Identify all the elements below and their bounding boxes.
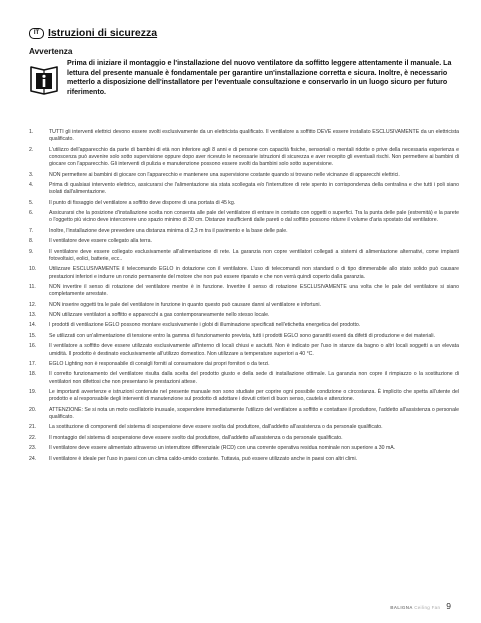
safety-list	[29, 129, 459, 466]
list-item-number: 8.	[29, 238, 34, 245]
list-item-number: 4.	[29, 182, 34, 189]
list-item	[29, 182, 459, 197]
list-item	[29, 407, 459, 422]
list-item	[29, 435, 459, 442]
list-item-text: Prima di qualsiasi intervento elettrico, assicurarsi che l'alimentazione sia stata scollegata e/o l'interruttore di rete spento in corrispondenza della centralina e che tutti i poli siano isolati dall'alimentazione.	[49, 182, 459, 196]
list-item-text: Il corretto funzionamento del ventilatore risulta dalla scelta del prodotto giusto e della sede di installazione ottimale. La garanzia non copre il rimpiazzo o la sostituzione di ventilatori non difettosi che non presentano le prestazioni attese.	[49, 371, 459, 385]
list-item-number: 2.	[29, 146, 34, 153]
list-item-text: Assicurarsi che la posizione d'installazione scelta non consenta alle pale del ventilatore di entrare in contatto con oggetti o superfici. Tra la punta delle pale (estremità) e la parete o l'oggetto più vicino deve intercorrere uno spazio minimo di 30 cm. Distanze insufficienti dalle pareti o dal soffitto possono ridurre il volume d'aria spostato dal ventilatore.	[49, 210, 459, 224]
list-item-number: 15.	[29, 332, 37, 339]
list-item-text: Utilizzare ESCLUSIVAMENTE il telecomando EGLO in dotazione con il ventilatore. L'uso di telecomandi non standard o di tipo dimmerabile allo stato solido può causare prestazioni inferiori e indurre un ronzio permanente del motore che non può essere riparato e che non verrà quindi coperto dalla garanzia.	[49, 266, 459, 280]
warning-block	[29, 59, 459, 97]
page-number: 9	[446, 601, 451, 611]
list-item-text: Il ventilatore è ideale per l'uso in paesi con un clima caldo-umido costante. Tuttavia, può essere utilizzato anche in paesi con altri climi.	[49, 455, 358, 462]
list-item-number: 5.	[29, 199, 34, 206]
warning-text: Prima di iniziare il montaggio e l'installazione del nuovo ventilatore da soffitto leggere attentamente il manuale. La lettura del presente manuale è fondamentale per garantire un'installazione corretta e sicura. Inoltre, è necessario metterlo a disposizione dell'installatore per l'eventuale consultazione e conservarlo in un luogo sicuro per futuro riferimento.	[67, 59, 452, 96]
list-item	[29, 445, 459, 452]
list-item-number: 11.	[29, 283, 36, 290]
list-item-number: 17.	[29, 360, 37, 367]
list-item-text: I prodotti di ventilazione EGLO possono montare esclusivamente i globi di illuminazione specificati nell'etichetta energetica del prodotto.	[49, 322, 361, 329]
list-item-text: EGLO Lighting non è responsabile di consigli forniti al consumatore dai propri fornitori o da terzi.	[49, 360, 270, 367]
list-item	[29, 424, 459, 431]
list-item	[29, 371, 459, 386]
list-item	[29, 312, 459, 319]
brand-subtitle: Ceiling Fan	[414, 605, 441, 610]
list-item	[29, 172, 459, 179]
list-item	[29, 302, 459, 309]
list-item-number: 14.	[29, 322, 37, 329]
list-item-text: NON utilizzare ventilatori a soffitto e apparecchi a gas contemporaneamente nello stesso locale.	[49, 312, 270, 319]
list-item-number: 19.	[29, 389, 37, 395]
list-item	[29, 322, 459, 329]
list-item-number: 16.	[29, 343, 37, 350]
list-item-text: Il ventilatore deve essere collegato alla terra.	[49, 238, 152, 245]
list-item	[29, 210, 459, 225]
list-item-text: TUTTI gli interventi elettrici devono essere svolti esclusivamente da un elettricista qualificato. Il ventilatore a soffitto DEVE essere installato ESCLUSIVAMENTE da un elettricista qualificato.	[49, 129, 459, 143]
list-item-number: 12.	[29, 301, 37, 308]
section-heading: Avvertenza	[29, 47, 73, 56]
list-item	[29, 343, 459, 358]
list-item-number: 21.	[29, 424, 37, 431]
brand-name	[390, 605, 440, 610]
list-item-text: L'utilizzo dell'apparecchio da parte di bambini di età non inferiore agli 8 anni e di persone con capacità fisiche, sensoriali o mentali ridotte o prive della necessaria esperienza e conoscenza può avvenire solo sotto supervisione oppure dopo aver ricevuto le necessarie istruzioni di sicurezza e aver recepito gli eventuali rischi. Non permettere ai bambini di giocare con l'apparecchio. Gli interventi di pulizia e manutenzione possono essere svolti da bambini solo sotto supervisione.	[49, 146, 459, 168]
list-item-number: 1.	[29, 129, 34, 135]
list-item	[29, 228, 459, 235]
list-item-text: Se utilizzati con un'alimentazione di tensione entro la gamma di funzionamento prevista, tutti i prodotti EGLO sono garantiti esenti da difetti di produzione e dei materiali.	[49, 332, 435, 339]
brand-label: BALIGNA	[390, 605, 413, 610]
list-item-number: 23.	[29, 445, 37, 452]
list-item-text: Il ventilatore a soffitto deve essere utilizzato esclusivamente all'interno di locali chiusi e asciutti. Non è indicato per l'uso in stanze da bagno o altri locali soggetti a un elevata umidità. Il prodotto è destinato esclusivamente all'utilizzo domestico. Non utilizzare a temperature superiori a 40 °C.	[49, 343, 459, 357]
title-text: Istruzioni di sicurezza	[48, 27, 158, 39]
list-item-number: 9.	[29, 248, 34, 255]
list-item-number: 24.	[29, 455, 37, 462]
list-item-text: NON invertire il senso di rotazione del ventilatore mentre è in funzione. Invertire il senso di rotazione ESCLUSIVAMENTE una volta che le pale del ventilatore si siano completamente arrestate.	[49, 283, 459, 298]
list-item-text: Il ventilatore deve essere alimentato attraverso un interruttore differenziale (RCD) con una corrente operativa residua nominale non superiore a 30 mA.	[49, 445, 396, 452]
list-item-text: Il punto di fissaggio del ventilatore a soffitto deve disporre di una portata di 45 kg.	[49, 199, 236, 206]
list-item	[29, 361, 459, 368]
page-footer	[390, 601, 451, 611]
list-item-number: 6.	[29, 210, 34, 217]
list-item-text: Inoltre, l'installazione deve prevedere una distanza minima di 2,3 m tra il pavimento e la base delle pale.	[49, 227, 288, 234]
list-item	[29, 456, 459, 463]
list-item-number: 3.	[29, 171, 34, 178]
list-item-number: 22.	[29, 434, 37, 441]
language-badge: IT	[29, 28, 44, 39]
list-item	[29, 200, 459, 207]
list-item-text: NON inserire oggetti tra le pale del ventilatore in funzione in quanto questo può causare danni al ventilatore e infortuni.	[49, 301, 321, 308]
list-item-text: NON permettere ai bambini di giocare con l'apparecchio e mantenere una supervisione costante quando si trovano nelle vicinanze di apparecchi elettrici.	[49, 171, 400, 178]
list-item	[29, 238, 459, 245]
list-item	[29, 284, 459, 299]
list-item	[29, 129, 459, 144]
list-item-text: La sostituzione di componenti del sistema di sospensione deve essere svolta dal produttore, dall'addetto all'assistenza o da personale qualificato.	[49, 424, 383, 431]
list-item-text: Il montaggio del sistema di sospensione deve essere svolto dal produttore, dall'addetto all'assistenza o da personale qualificato.	[49, 434, 343, 441]
list-item	[29, 333, 459, 340]
list-item-number: 7.	[29, 227, 34, 234]
list-item	[29, 249, 459, 264]
list-item-number: 10.	[29, 266, 37, 273]
list-item-text: ATTENZIONE: Se si nota un moto oscillatorio inusuale, sospendere immediatamente l'utilizzo del ventilatore a soffitto e contattare il produttore, l'addetto all'assistenza o personale qualificato.	[49, 406, 459, 420]
list-item-number: 20.	[29, 406, 37, 413]
list-item-number: 13.	[29, 312, 37, 319]
page-title	[29, 27, 157, 39]
info-book-icon	[29, 63, 59, 95]
list-item	[29, 147, 459, 169]
list-item	[29, 266, 459, 281]
list-item-text: Le importanti avvertenze e istruzioni contenute nel presente manuale non sono studiate per coprire ogni possibile condizione o circostanza. È implicito che spetta all'utente del prodotto e al responsabile degli interventi di manutenzione sul prodotto di adottare i dovuti criteri di buon senso, cautela e attenzione.	[49, 389, 459, 403]
list-item	[29, 389, 459, 404]
list-item-number: 18.	[29, 371, 37, 378]
list-item-text: Il ventilatore deve essere collegato esclusivamente all'alimentazione di rete. La garanzia non copre ventilatori collegati a sistemi di alimentazione alternativi, come impianti fotovoltaici, eolici, batterie, ecc..	[49, 248, 459, 262]
